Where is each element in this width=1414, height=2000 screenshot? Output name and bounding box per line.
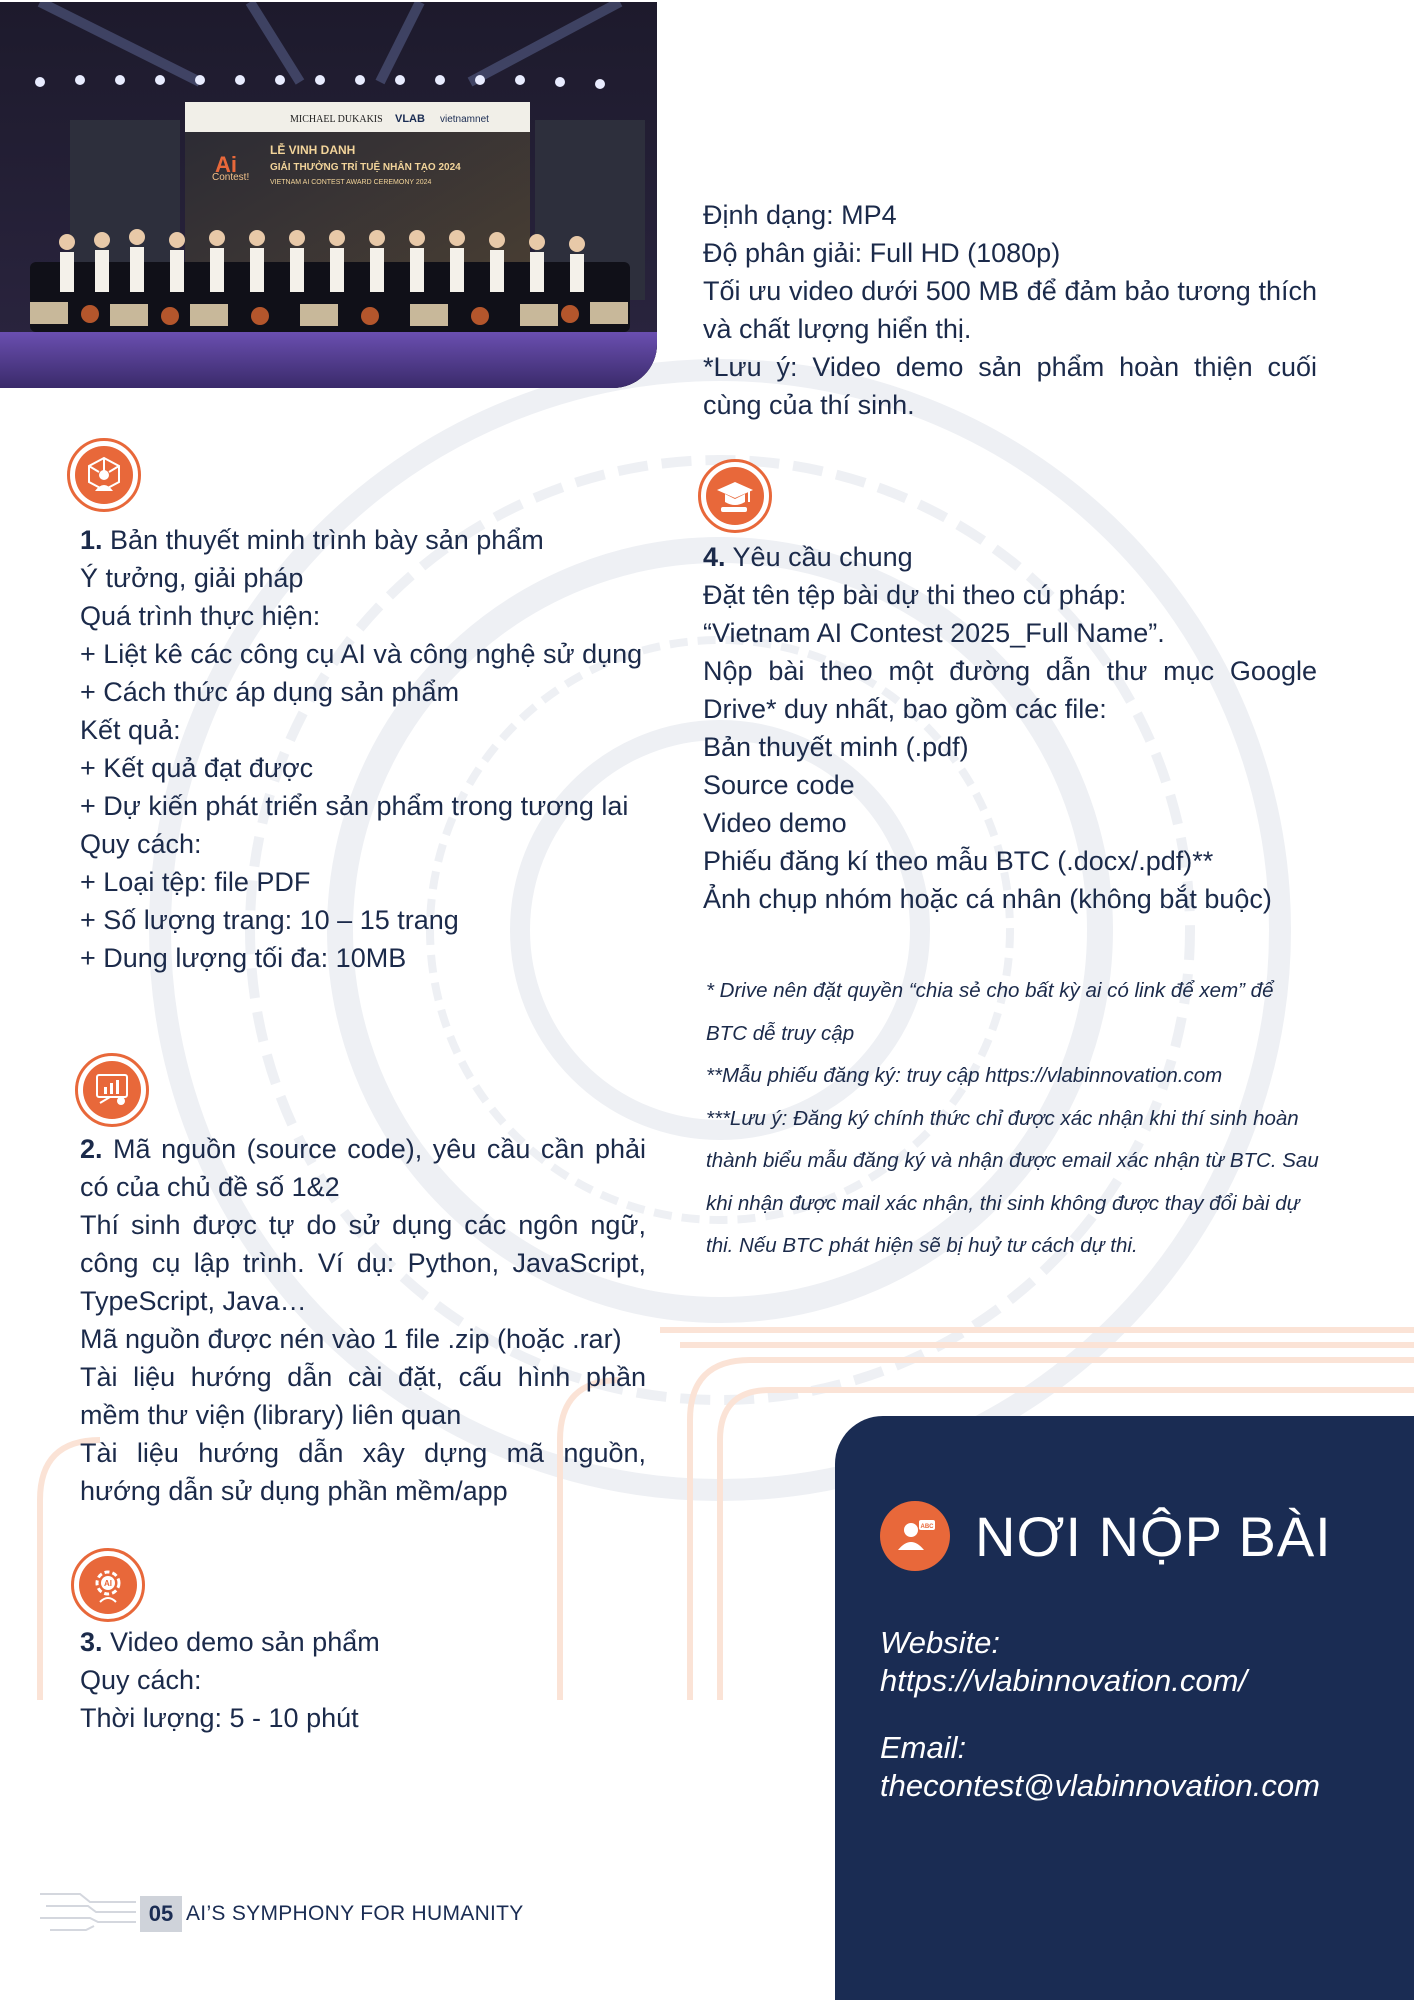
award-ceremony-photo [0, 2, 657, 388]
section-2 [80, 1130, 646, 1510]
text-line: + Loại tệp: file PDF [80, 867, 311, 897]
section-4-icon-wrap [698, 459, 772, 533]
section-4 [703, 538, 1317, 918]
text-line: + Dự kiến phát triển sản phẩm trong tương lai [80, 791, 629, 821]
panel-title: NƠI NỘP BÀI [975, 1505, 1332, 1568]
section-title: Video demo sản phẩm [102, 1627, 380, 1657]
section-number: 2. [80, 1134, 103, 1164]
section-1 [80, 521, 646, 977]
website-block [880, 1624, 1247, 1700]
video-spec-continued [703, 196, 1317, 424]
section-number: 4. [703, 542, 726, 572]
text-line: + Số lượng trang: 10 – 15 trang [80, 905, 459, 935]
svg-text:ABC: ABC [920, 1524, 934, 1530]
svg-text:AI: AI [104, 1579, 112, 1588]
text-line: Tối ưu video dưới 500 MB để đảm bảo tương thích và chất lượng hiển thị. [703, 276, 1317, 344]
text-line: + Cách thức áp dụng sản phẩm [80, 677, 460, 707]
email-block [880, 1729, 1320, 1805]
text-line: Phiếu đăng kí theo mẫu BTC (.docx/.pdf)** [703, 846, 1214, 876]
footnote: ***Lưu ý: Đăng ký chính thức chỉ được xác nhận khi thí sinh hoàn thành biểu mẫu đăng ký và nhận được email xác nhận từ BTC. Sau khi nhận được mail xác nhận, thi sinh không được thay đổi bài dự thi. Nếu BTC phát hiện sẽ bị huỷ tư cách dự thi. [706, 1106, 1319, 1257]
text-line: *Lưu ý: Video demo sản phẩm hoàn thiện cuối cùng của thí sinh. [703, 352, 1317, 420]
text-line: Ảnh chụp nhóm hoặc cá nhân (không bắt buộc) [703, 884, 1272, 914]
banner-title: LỄ VINH DANH [270, 143, 356, 157]
email-link[interactable]: thecontest@vlabinnovation.com [880, 1768, 1320, 1803]
section-1-heading [80, 521, 646, 559]
section-title: Bản thuyết minh trình bày sản phẩm [102, 525, 544, 555]
text-line: Quy cách: [80, 829, 202, 859]
text-line: Bản thuyết minh (.pdf) [703, 732, 969, 762]
section-3-icon-wrap [71, 1548, 145, 1622]
text-line: Quá trình thực hiện: [80, 601, 321, 631]
section-number: 3. [80, 1627, 103, 1657]
banner-subtitle: VIETNAM AI CONTEST AWARD CEREMONY 2024 [270, 179, 432, 186]
svg-text:Ai: Ai [215, 152, 237, 177]
text-line: + Dung lượng tối đa: 10MB [80, 943, 407, 973]
text-line: “Vietnam AI Contest 2025_Full Name”. [703, 618, 1165, 648]
text-line: Định dạng: MP4 [703, 200, 897, 230]
text-line: Tài liệu hướng dẫn xây dựng mã nguồn, hướng dẫn sử dụng phần mềm/app [80, 1438, 646, 1506]
text-line: Source code [703, 770, 855, 800]
ai-gear-icon [88, 1565, 128, 1605]
website-link[interactable]: https://vlabinnovation.com/ [880, 1663, 1248, 1698]
page-footer [40, 1882, 600, 1942]
circuit-decoration-icon [40, 1882, 140, 1942]
text-line: Video demo [703, 808, 847, 838]
section-title: Mã nguồn (source code), yêu cầu cần phải có của chủ đề số 1&2 [80, 1134, 646, 1202]
text-line: Quy cách: [80, 1665, 202, 1695]
banner-title: GIẢI THƯỞNG TRÍ TUỆ NHÂN TẠO 2024 [270, 162, 461, 173]
section-2-icon-wrap [75, 1053, 149, 1127]
footnotes [706, 970, 1320, 1268]
sponsor-name: VLAB [395, 113, 425, 125]
text-line: Kết quả: [80, 715, 181, 745]
text-line: Mã nguồn được nén vào 1 file .zip (hoặc .rar) [80, 1324, 622, 1354]
page-number: 05 [140, 1896, 182, 1932]
section-3-heading [80, 1623, 646, 1661]
text-line: Đặt tên tệp bài dự thi theo cú pháp: [703, 580, 1127, 610]
presentation-icon [92, 1070, 132, 1110]
ai-network-icon [84, 455, 124, 495]
footnote: **Mẫu phiếu đăng ký: truy cập https://vlabinnovation.com [706, 1064, 1223, 1087]
section-number: 1. [80, 525, 103, 555]
text-line: Tài liệu hướng dẫn cài đặt, cấu hình phần mềm thư viện (library) liên quan [80, 1362, 646, 1430]
sponsor-name: MICHAEL DUKAKIS [290, 114, 383, 125]
submission-panel [835, 1416, 1414, 2000]
text-line: + Liệt kê các công cụ AI và công nghệ sử dụng [80, 639, 643, 669]
text-line: Thí sinh được tự do sử dụng các ngôn ngữ, công cụ lập trình. Ví dụ: Python, JavaScript, TypeScript, Java… [80, 1210, 646, 1316]
text-line: Thời lượng: 5 - 10 phút [80, 1703, 359, 1733]
website-label: Website: [880, 1625, 1001, 1660]
section-1-icon-wrap [67, 438, 141, 512]
section-3 [80, 1623, 646, 1737]
graduation-cap-icon [715, 476, 755, 516]
text-line: + Kết quả đạt được [80, 753, 314, 783]
text-line: Nộp bài theo một đường dẫn thư mục Google Drive* duy nhất, bao gồm các file: [703, 656, 1317, 724]
submit-person-icon [893, 1514, 937, 1558]
text-line: Ý tưởng, giải pháp [80, 563, 304, 593]
text-line: Độ phân giải: Full HD (1080p) [703, 238, 1061, 268]
banner-logo-text: Contest! [212, 172, 250, 183]
submit-icon-wrap [880, 1501, 950, 1571]
section-title: Yêu cầu chung [725, 542, 913, 572]
sponsor-name: vietnamnet [440, 114, 489, 125]
footer-tagline: AI’S SYMPHONY FOR HUMANITY [186, 1902, 524, 1925]
email-label: Email: [880, 1730, 967, 1765]
section-4-heading [703, 538, 1317, 576]
footnote: * Drive nên đặt quyền “chia sẻ cho bất kỳ ai có link để xem” để BTC dễ truy cập [706, 979, 1274, 1045]
section-2-heading [80, 1130, 646, 1206]
